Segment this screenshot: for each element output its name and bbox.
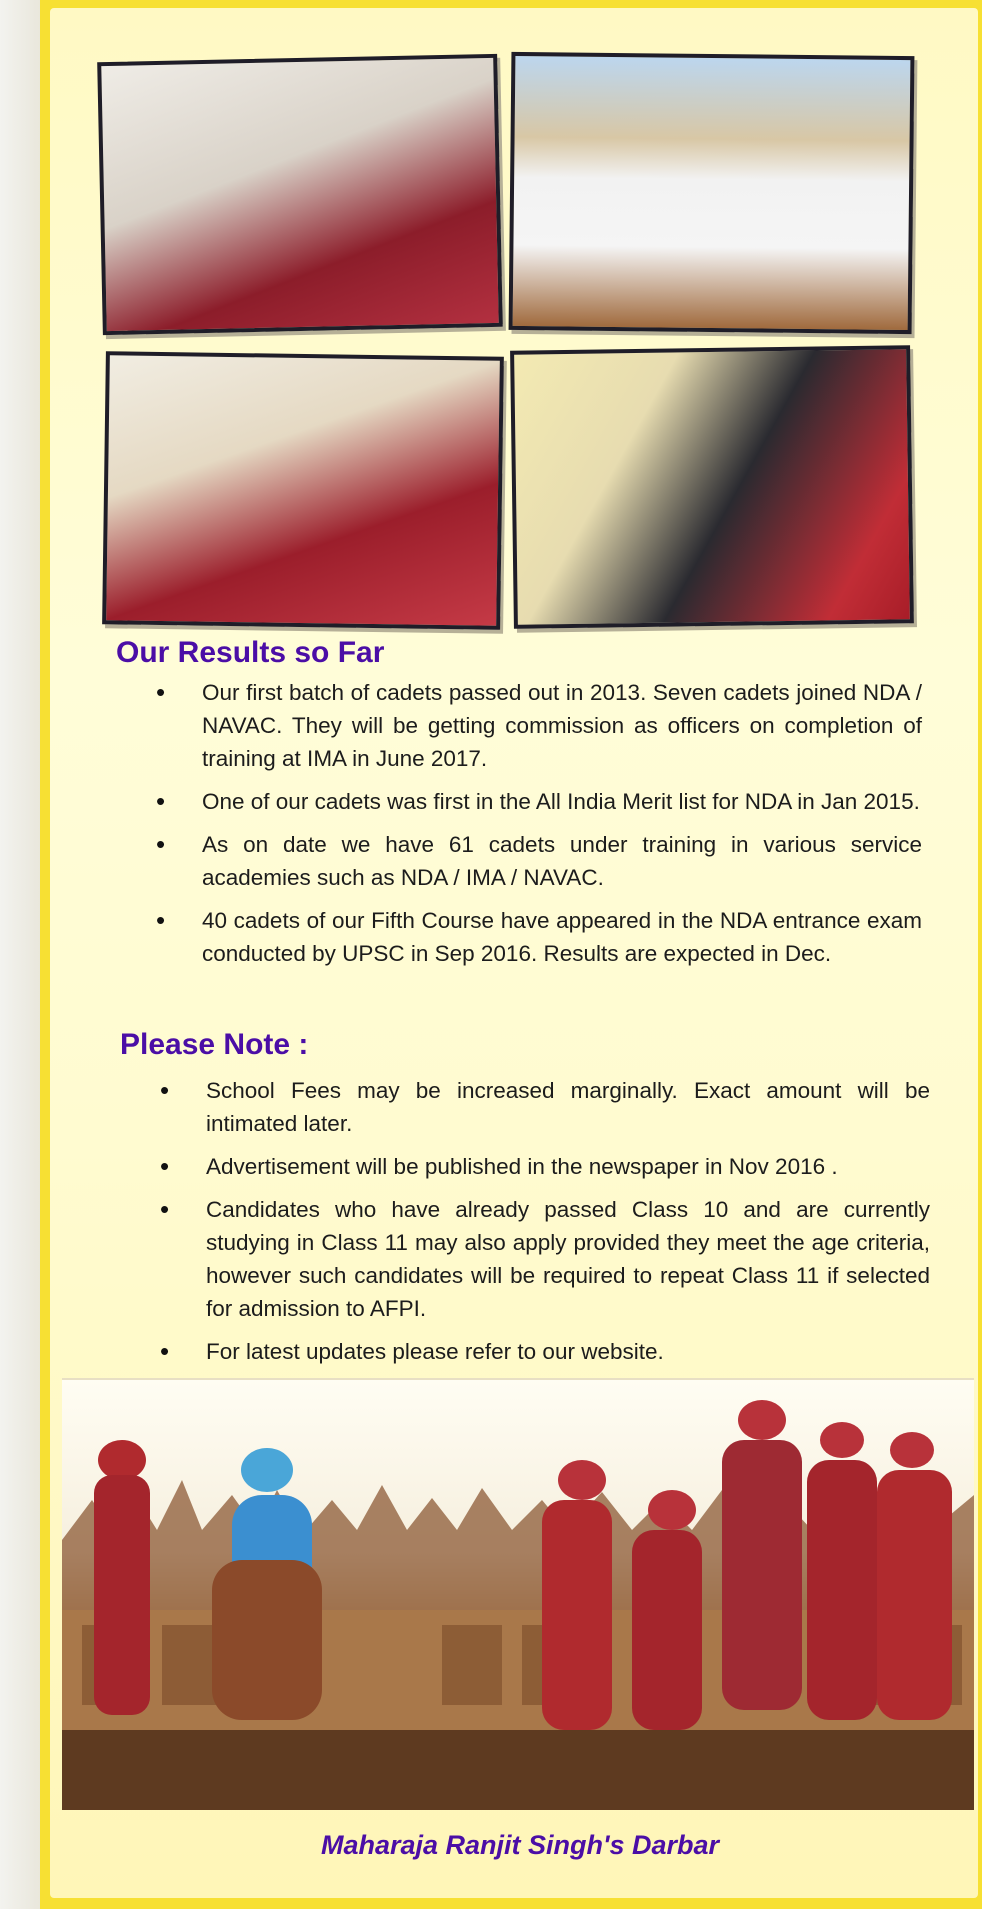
mural-caption: Maharaja Ranjit Singh's Darbar <box>320 1830 720 1860</box>
list-item: • Advertisement will be published in the newspaper in Nov 2016 . <box>160 1150 930 1183</box>
list-item: • Candidates who have already passed Class 10 and are currently studying in Class 11 may also apply provided they meet the age criteria, however such candidates will be required to repeat Class 11 if selected for admission to AFPI. <box>160 1193 930 1325</box>
mural-illustration <box>62 1380 974 1810</box>
list-item: • Our first batch of cadets passed out in 2013. Seven cadets joined NDA / NAVAC. They will be getting commission as officers on completion of training at IMA in June 2017. <box>156 676 922 775</box>
note-list <box>160 1074 930 1378</box>
list-item: • 40 cadets of our Fifth Course have appeared in the NDA entrance exam conducted by UPSC in Sep 2016. Results are expected in Dec. <box>156 904 922 970</box>
list-item: • One of our cadets was first in the All India Merit list for NDA in Jan 2015. <box>156 785 922 818</box>
photo-bust-presentation <box>510 345 914 629</box>
list-item: • For latest updates please refer to our website. <box>160 1335 930 1368</box>
note-heading: Please Note : <box>120 1028 309 1061</box>
list-item: • School Fees may be increased marginally. Exact amount will be intimated later. <box>160 1074 930 1140</box>
darbar-mural-image <box>62 1378 974 1810</box>
photo-cadets-library <box>102 351 504 630</box>
results-heading: Our Results so Far <box>116 636 385 669</box>
scanned-edge <box>0 0 40 1909</box>
photo-cadets-white-uniform <box>509 52 915 334</box>
results-list <box>156 676 922 980</box>
list-item: • As on date we have 61 cadets under training in various service academies such as NDA / IMA / NAVAC. <box>156 828 922 894</box>
photo-cadets-classroom <box>97 54 503 335</box>
